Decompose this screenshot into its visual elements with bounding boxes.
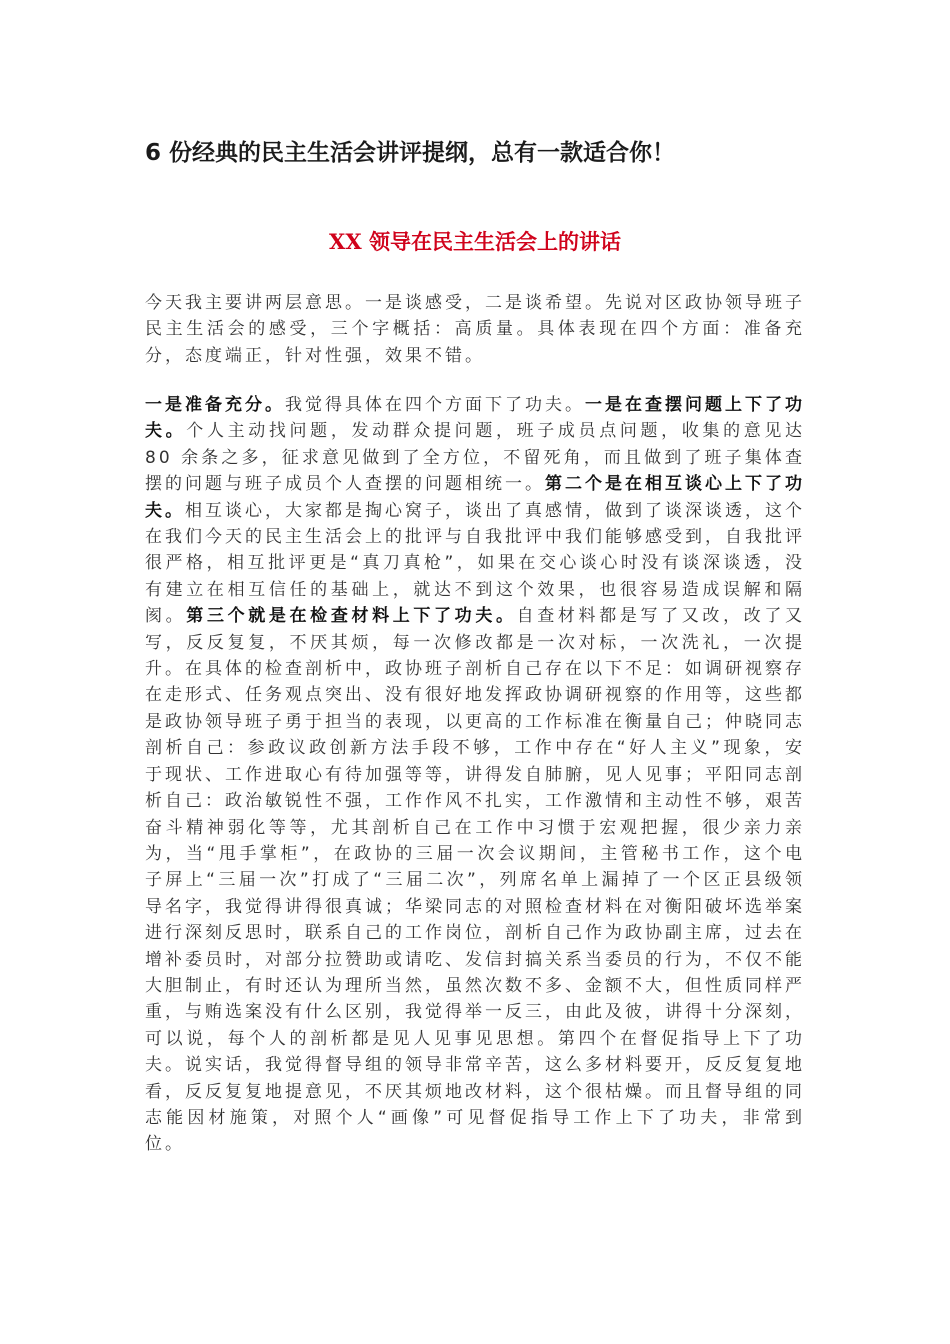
- text-run: 相互谈心，大家都是掏心窝子，谈出了真感情，做到了谈深谈透，这个在我们今天的民主生活会上的批评与自我批评中我们能够感受到，自我批评很严格，相互批评更是“真刀真枪”，如果在交心谈心时没有谈深谈透，没有建立在相互信任的基础上，就达不到这个效果，也很容易造成误解和隔阂。: [145, 500, 805, 627]
- bold-phrase: 一是准备充分。: [145, 395, 285, 415]
- text-run: 自查材料都是写了又改，改了又写，反反复复，不厌其烦，每一次修改都是一次对标，一次洗礼，一次提升。在具体的检查剖析中，政协班子剖析自己存在以下不足：如调研视察存在走形式、任务观点突出、没有很好地发挥政协调研视察的作用等，这些都是政协领导班子勇于担当的表现，以更高的工作标准在衡量自己；仲晓同志剖析自己：参政议政创新方法手段不够，工作中存在“好人主义”现象，安于现状、工作进取心有待加强等等，讲得发自肺腑，见人见事；平阳同志剖析自己：政治敏锐性不强，工作作风不扎实，工作激情和主动性不够，艰苦奋斗精神弱化等等，尤其剖析自己在工作中习惯于宏观把握，很少亲力亲为，当“甩手掌柜”，在政协的三届一次会议期间，主管秘书工作，这个电子屏上“三届一次”打成了“三届二次”，列席名单上漏掉了一个区正县级领导名字，我觉得讲得很真诚；华梁同志的对照检查材料在对衡阳破坏选举案进行深刻反思时，联系自己的工作岗位，剖析自己作为政协副主席，过去在增补委员时，对部分拉赞助或请吃、发信封搞关系当委员的行为，不仅不能大胆制止，有时还认为理所当然，虽然次数不多、金额不大，但性质同样严重，与贿选案没有什么区别，我觉得举一反三，由此及彼，讲得十分深刻，可以说，每个人的剖析都是见人见事见思想。第四个在督促指导上下了功夫。说实话，我觉得督导组的领导非常辛苦，这么多材料要开，反反复复地看，反反复复地提意见，不厌其烦地改材料，这个很枯燥。而且督导组的同志能因材施策，对照个人“画像”可见督促指导工作上下了功夫，非常到位。: [145, 606, 806, 1155]
- bold-phrase: 一是在查摆问题上下了功夫。: [145, 395, 805, 442]
- speech-title: XX 领导在民主生活会上的讲话: [329, 229, 621, 254]
- document-title: 6 份经典的民主生活会讲评提纲，总有一款适合你！: [145, 140, 676, 166]
- text-run: 我觉得具体在四个方面下了功夫。: [285, 395, 585, 415]
- paragraph-preparation: [145, 392, 805, 1158]
- bold-phrase: 第三个就是在检查材料上下了功夫。: [186, 606, 517, 627]
- bold-phrase: 第二个是在相互谈心上下了功夫。: [145, 474, 805, 521]
- paragraph-intro: 今天我主要讲两层意思。一是谈感受，二是谈希望。先说对区政协领导班子民主生活会的感受，三个字概括：高质量。具体表现在四个方面：准备充分，态度端正，针对性强，效果不错。: [145, 293, 805, 366]
- text-run: 个人主动找问题，发动群众提问题，班子成员点问题，收集的意见达 80 余条之多，征求意见做到了全方位，不留死角，而且做到了班子集体查摆的问题与班子成员个人查摆的问题相统一。: [145, 421, 806, 495]
